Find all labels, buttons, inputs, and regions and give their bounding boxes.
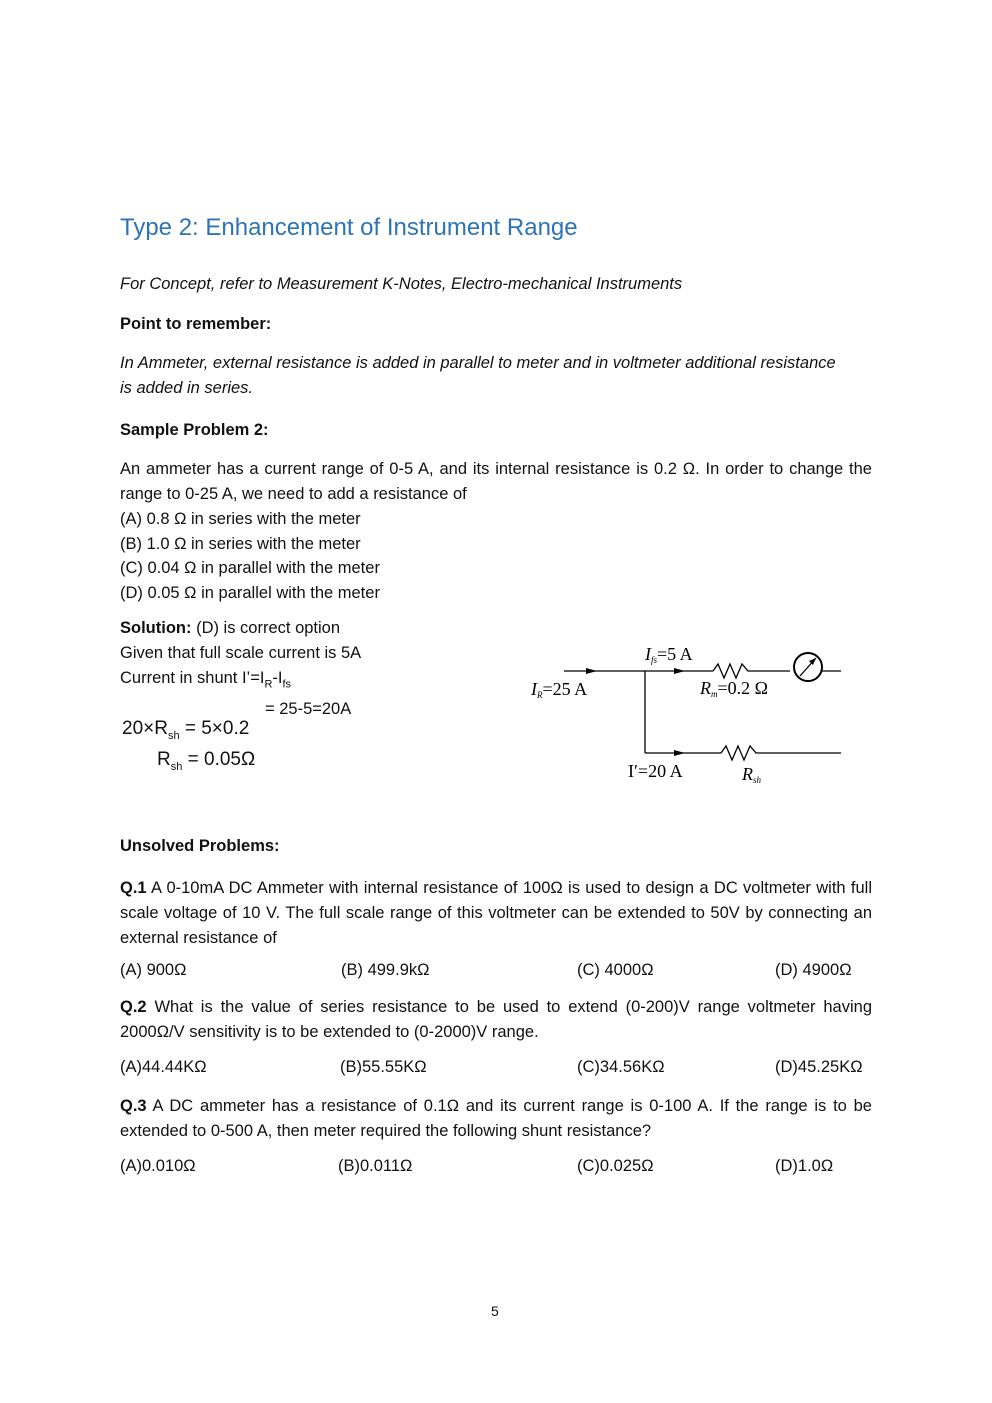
sample-question: An ammeter has a current range of 0-5 A, and its internal resistance is 0.2 Ω. In order to change the range to 0-25 A, we need to add a resistance of [120, 460, 872, 503]
rm-label: Rm=0.2 Ω [700, 678, 769, 699]
option: (C)34.56KΩ [577, 1058, 665, 1076]
option: (B)0.011Ω [338, 1157, 413, 1175]
ifs-label: Ifs=5 A [645, 644, 693, 665]
sample-option: (D) 0.05 Ω in parallel with the meter [120, 583, 380, 602]
concept-reference: For Concept, refer to Measurement K-Notes, Electro-mechanical Instruments [120, 275, 683, 293]
page-number: 5 [491, 1303, 499, 1319]
question-1: Q.1 A 0-10mA DC Ammeter with internal resistance of 100Ω is used to design a DC voltmeter with full scale voltage of 10 V. The full scale range of this voltmeter can be extended to 50V by connecting an external resistance of [120, 879, 872, 947]
solution-line: = 25-5=20A [265, 700, 352, 719]
point-text: In Ammeter, external resistance is added in parallel to meter and in voltmeter additional resistance is added in series. [120, 354, 836, 397]
point-heading: Point to remember: [120, 315, 272, 333]
solution [120, 616, 361, 722]
option: (D)1.0Ω [775, 1157, 834, 1175]
option: (A)44.44KΩ [120, 1058, 207, 1076]
sample-option: (A) 0.8 Ω in series with the meter [120, 510, 361, 528]
solution-line: Current in shunt $I’=I_R-I_{fs}$ [120, 669, 292, 691]
option: (C)0.025Ω [577, 1157, 654, 1175]
question-3: Q.3 A DC ammeter has a resistance of 0.1Ω and its current range is 0-100 A. If the range is to be extended to 0-500 A, then meter required the following shunt resistance? [120, 1097, 872, 1140]
rsh-label: Rsh [742, 764, 762, 785]
solution-line: Given that full scale current is 5A [120, 644, 362, 662]
shunt-current-label: I′=20 A [628, 761, 683, 781]
question-2: Q.2 What is the value of series resistance to be used to extend (0-200)V range voltmeter having 2000Ω/V sensitivity is to be extended to (0-2000)V range. [120, 998, 872, 1041]
shunt-circuit-diagram [520, 630, 850, 800]
solution-answer: (D) is correct option [191, 619, 341, 637]
sample-option: (C) 0.04 Ω in parallel with the meter [120, 559, 380, 577]
section-title: Type 2: Enhancement of Instrument Range [120, 214, 578, 241]
equation-1: $20\times R_{sh} = 5\times 0.2$ [122, 718, 250, 742]
option: (D)45.25KΩ [775, 1058, 863, 1076]
option: (A)0.010Ω [120, 1157, 196, 1175]
ir-label: IR=25 A [531, 679, 588, 700]
equation-2: $R_{sh} = 0.05\Omega$ [157, 749, 256, 773]
sample-heading: Sample Problem 2: [120, 421, 269, 439]
sample-options [120, 507, 380, 605]
option: (D) 4900Ω [775, 961, 852, 979]
option: (B) 499.9kΩ [341, 961, 430, 979]
option: (C) 4000Ω [577, 961, 654, 979]
option: (A) 900Ω [120, 961, 187, 979]
option: (B)55.55KΩ [340, 1058, 427, 1076]
solution-label: Solution: [120, 619, 192, 637]
sample-option: (B) 1.0 Ω in series with the meter [120, 534, 361, 553]
unsolved-heading: Unsolved Problems: [120, 837, 280, 855]
